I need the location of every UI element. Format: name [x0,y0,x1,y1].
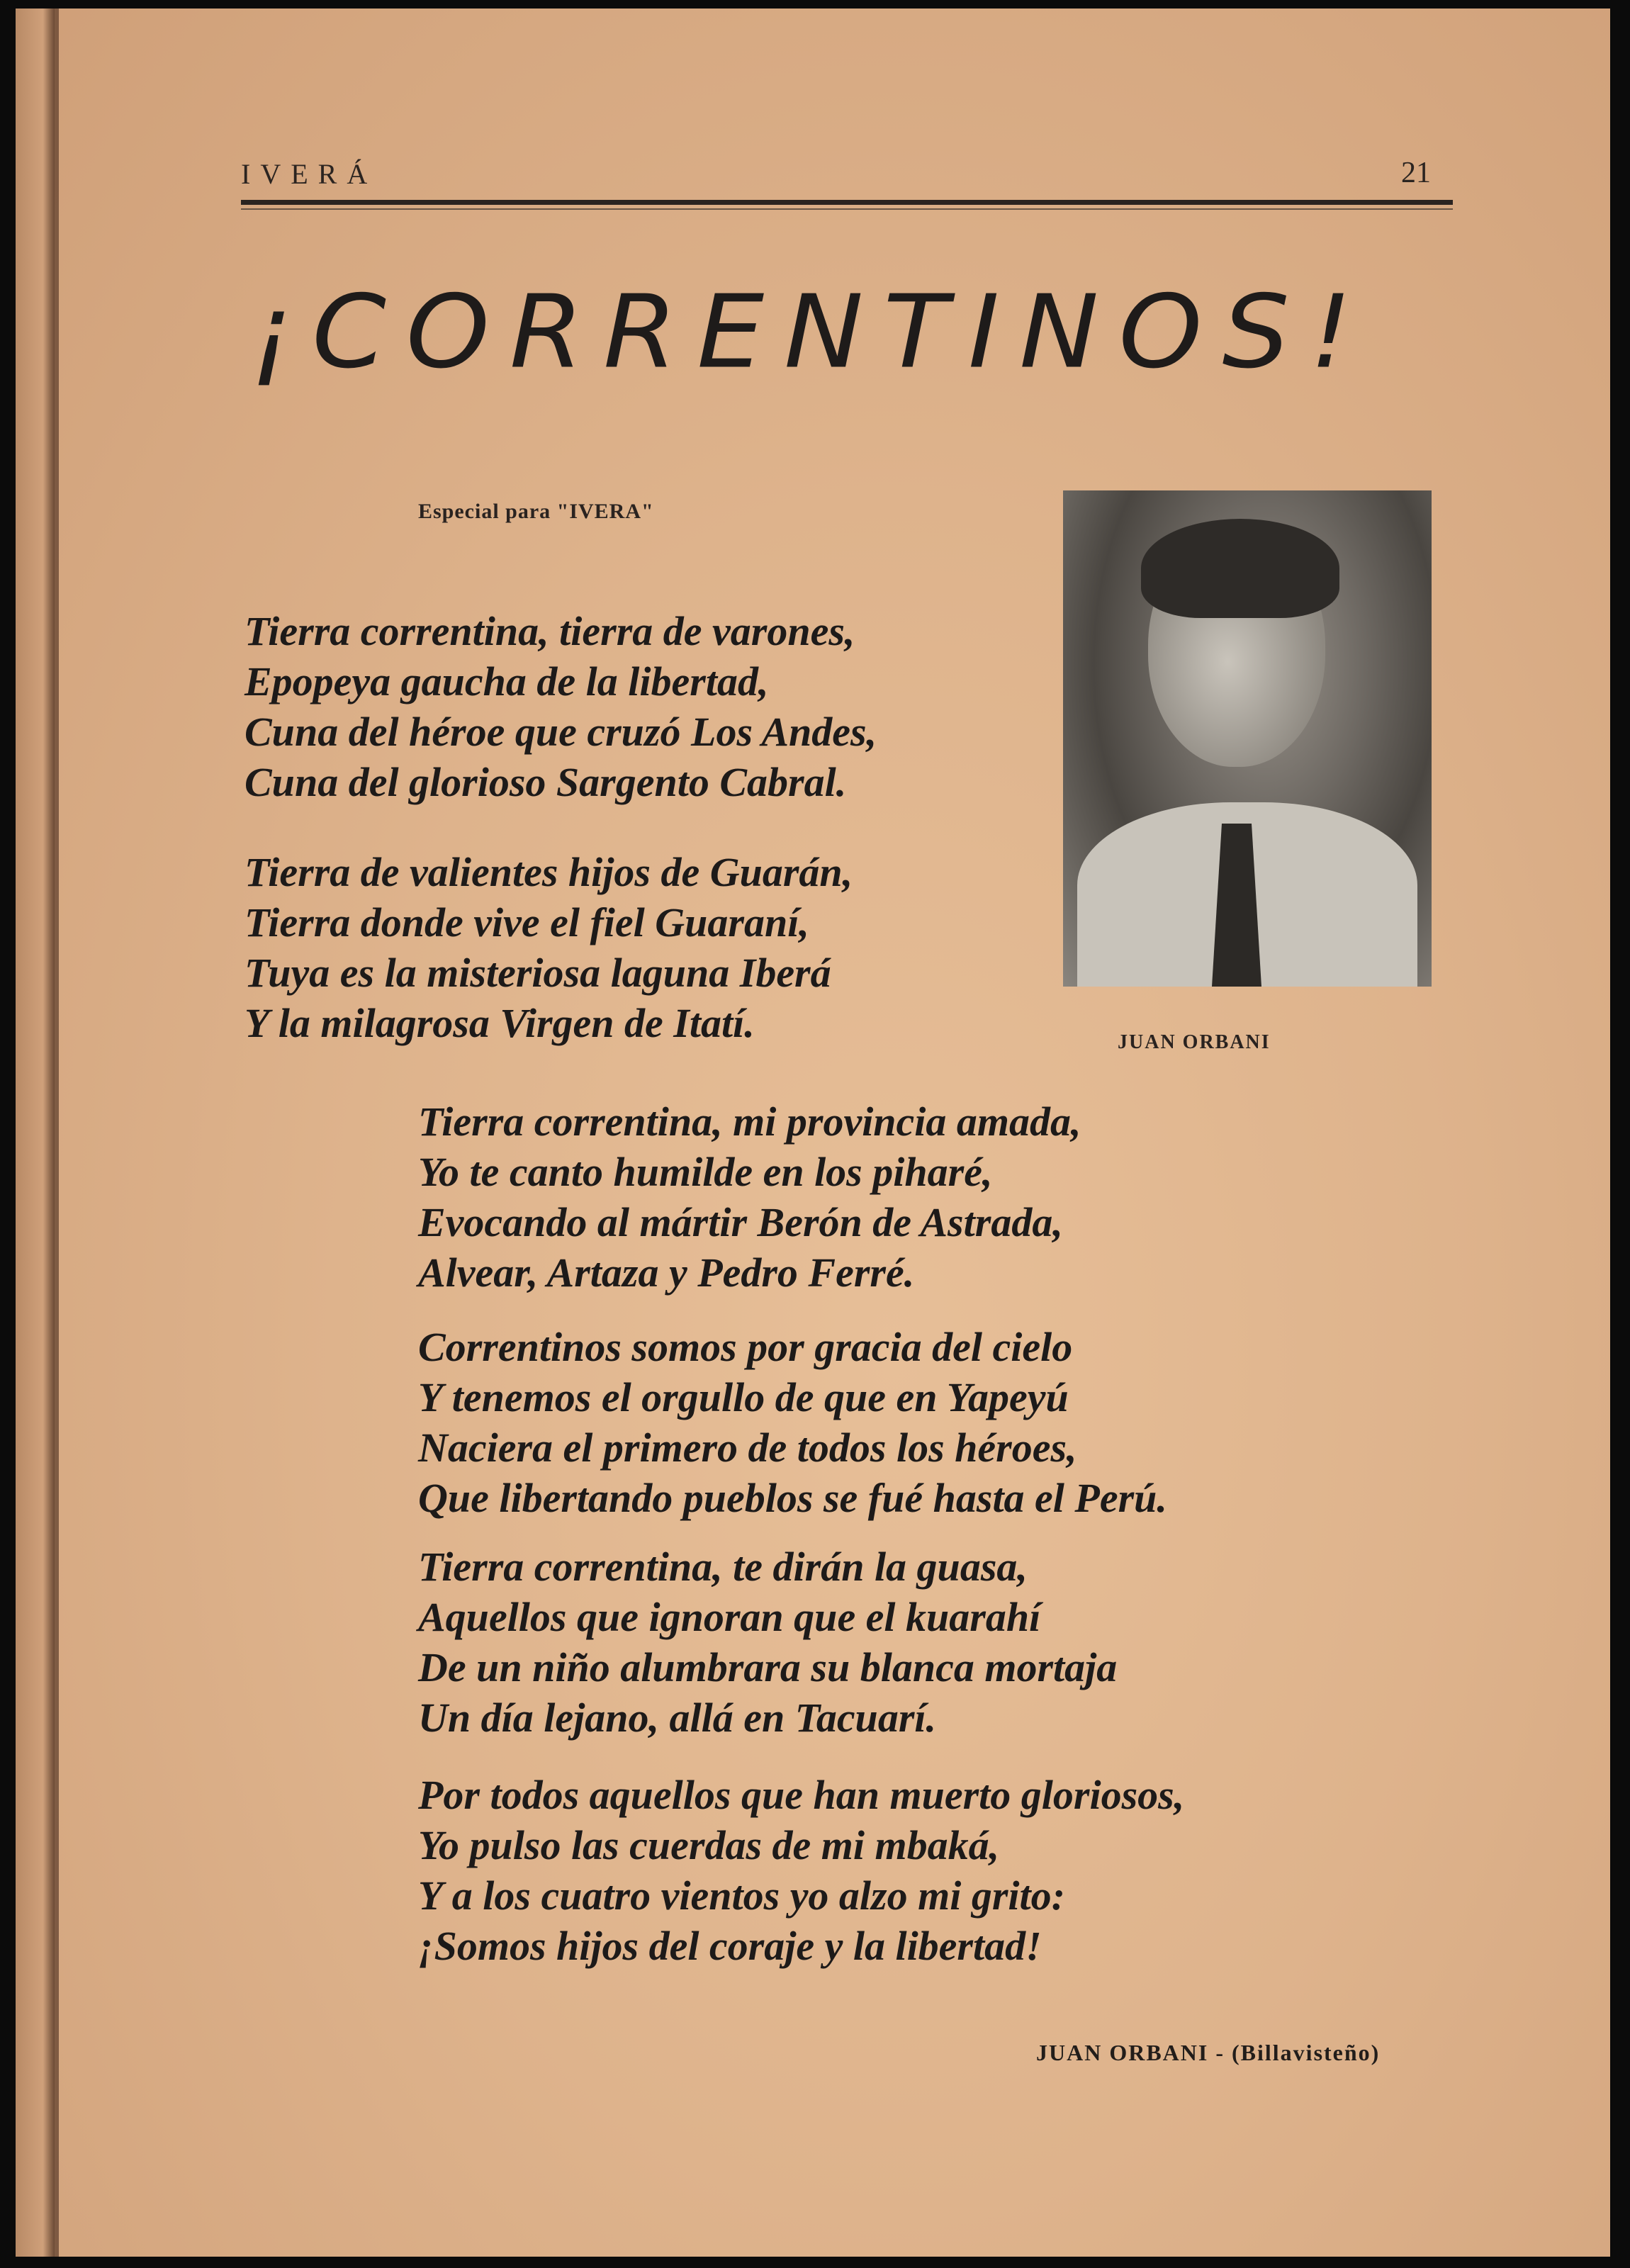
stanza [244,847,853,1048]
verse-line: Tierra correntina, mi provincia amada, [418,1099,1081,1145]
dedication: Especial para "IVERA" [418,500,654,523]
verse-line: Que libertando pueblos se fué hasta el Perú. [418,1475,1167,1521]
stanza [244,606,877,807]
verse-line: Evocando al mártir Berón de Astrada, [418,1199,1063,1245]
verse-line: Un día lejano, allá en Tacuarí. [418,1695,937,1741]
stanza [418,1096,1081,1298]
page-spine [55,9,59,2257]
verse-line: Y a los cuatro vientos yo alzo mi grito: [418,1873,1065,1919]
magazine-page [16,9,1610,2257]
stanza [418,1322,1167,1523]
verse-line: Aquellos que ignoran que el kuarahí [418,1594,1041,1640]
verse-line: Alvear, Artaza y Pedro Ferré. [418,1250,915,1296]
verse-line: ¡Somos hijos del coraje y la libertad! [418,1923,1042,1969]
verse-line: Por todos aquellos que han muerto gloriosos, [418,1772,1185,1818]
verse-line: Tierra donde vive el fiel Guaraní, [244,899,809,945]
verse-line: Naciera el primero de todos los héroes, [418,1425,1077,1471]
author-photo [1063,490,1432,987]
verse-line: Yo te canto humilde en los piharé, [418,1149,993,1195]
verse-line: Tierra de valientes hijos de Guarán, [244,849,853,895]
page-number: 21 [1401,157,1431,189]
verse-line: Tierra correntina, te dirán la guasa, [418,1544,1028,1590]
verse-line: Tuya es la misteriosa laguna Iberá [244,950,831,996]
header-rule [241,200,1453,205]
author-signature: JUAN ORBANI - (Billavisteño) [1036,2040,1381,2065]
verse-line: Y la milagrosa Virgen de Itatí. [244,1000,755,1046]
header-rule-thin [241,208,1453,210]
stanza [418,1542,1117,1743]
adjacent-page-edge [16,9,55,2257]
running-head: IVERÁ [241,158,378,190]
verse-line: De un niño alumbrara su blanca mortaja [418,1644,1118,1690]
verse-line: Cuna del héroe que cruzó Los Andes, [244,709,877,755]
verse-line: Cuna del glorioso Sargento Cabral. [244,759,847,805]
poem-title: ¡CORRENTINOS! [249,274,1372,391]
verse-line: Correntinos somos por gracia del cielo [418,1324,1073,1370]
verse-line: Epopeya gaucha de la libertad, [244,658,769,704]
photo-caption: JUAN ORBANI [1118,1031,1271,1053]
stanza [418,1770,1184,1971]
verse-line: Yo pulso las cuerdas de mi mbaká, [418,1822,1000,1868]
verse-line: Y tenemos el orgullo de que en Yapeyú [418,1374,1069,1420]
verse-line: Tierra correntina, tierra de varones, [244,608,855,654]
